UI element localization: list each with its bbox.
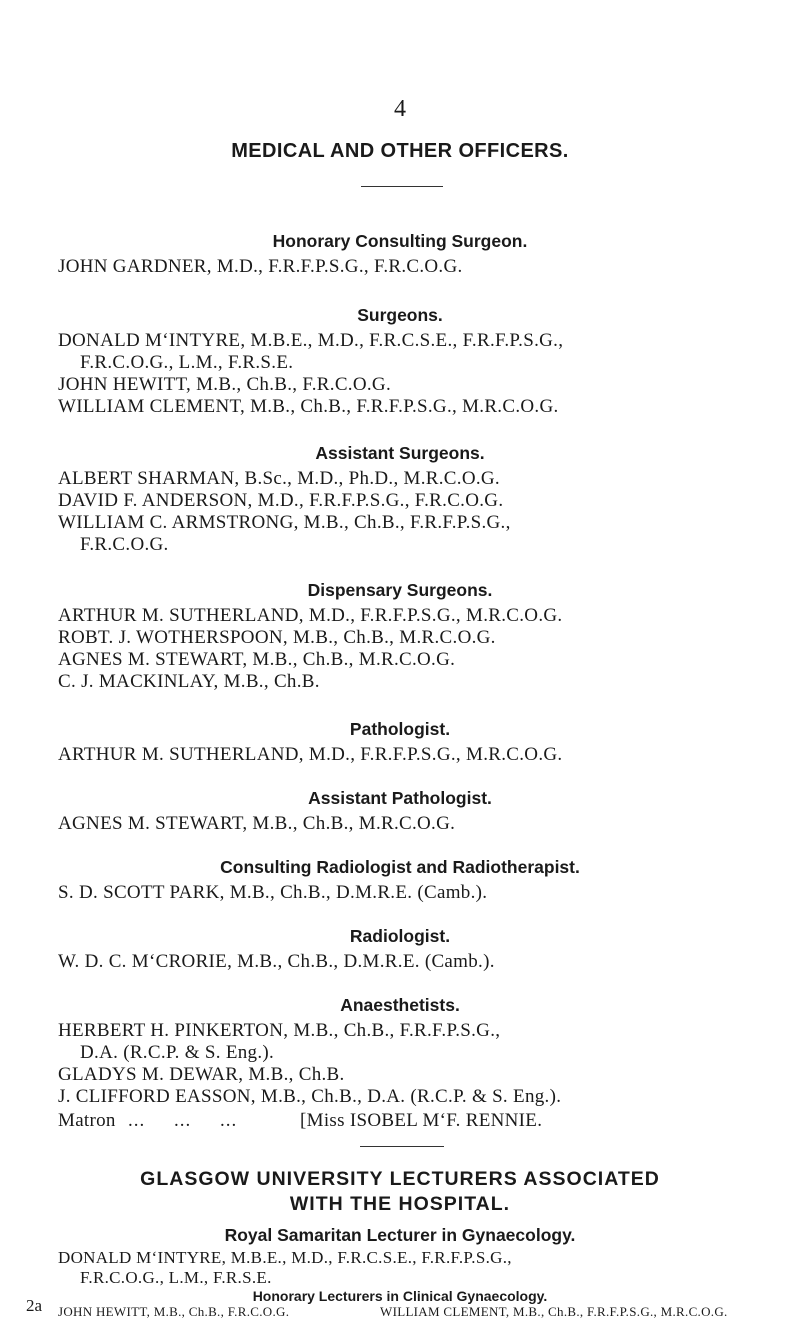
matron-name: [Miss ISOBEL M‘F. RENNIE. [300, 1110, 543, 1131]
corner-mark: 2a [26, 1296, 43, 1315]
officer-line: WILLIAM CLEMENT, M.B., Ch.B., F.R.F.P.S.G., M.R.C.O.G. [58, 396, 559, 417]
section-heading-anaesthetists: Anaesthetists. [340, 995, 460, 1015]
page-title: MEDICAL AND OTHER OFFICERS. [231, 140, 569, 162]
officer-line: J. CLIFFORD EASSON, M.B., Ch.B., D.A. (R.C.P. & S. Eng.). [58, 1086, 562, 1107]
lecturer-line: F.R.C.O.G., L.M., F.R.S.E. [80, 1268, 272, 1287]
officer-line: C. J. MACKINLAY, M.B., Ch.B. [58, 671, 320, 692]
officer-line: GLADYS M. DEWAR, M.B., Ch.B. [58, 1064, 345, 1085]
section-heading-surgeons: Surgeons. [357, 305, 443, 325]
officer-line: ROBT. J. WOTHERSPOON, M.B., Ch.B., M.R.C.O.G. [58, 627, 496, 648]
officer-line: AGNES M. STEWART, M.B., Ch.B., M.R.C.O.G. [58, 813, 456, 834]
officer-line: HERBERT H. PINKERTON, M.B., Ch.B., F.R.F.P.S.G., [58, 1020, 501, 1041]
section-heading-consulting-radiologist: Consulting Radiologist and Radiotherapist. [220, 857, 580, 877]
matron-label: Matron [58, 1110, 116, 1131]
lecturer-line: DONALD M‘INTYRE, M.B.E., M.D., F.R.C.S.E., F.R.F.P.S.G., [58, 1248, 512, 1267]
officer-line: W. D. C. M‘CRORIE, M.B., Ch.B., D.M.R.E. (Camb.). [58, 951, 495, 972]
page-number: 4 [394, 96, 406, 122]
officer-line: JOHN GARDNER, M.D., F.R.F.P.S.G., F.R.C.O.G. [58, 256, 463, 277]
officer-line: JOHN HEWITT, M.B., Ch.B., F.R.C.O.G. [58, 374, 391, 395]
section-heading-assistant-surgeons: Assistant Surgeons. [315, 443, 485, 463]
officer-line: ALBERT SHARMAN, B.Sc., M.D., Ph.D., M.R.C.O.G. [58, 468, 500, 489]
officer-line: AGNES M. STEWART, M.B., Ch.B., M.R.C.O.G. [58, 649, 456, 670]
lecturer-line: JOHN HEWITT, M.B., Ch.B., F.R.C.O.G. [58, 1304, 290, 1319]
section-heading-royal-samaritan-lecturer: Royal Samaritan Lecturer in Gynaecology. [224, 1225, 576, 1245]
officer-line: DAVID F. ANDERSON, M.D., F.R.F.P.S.G., F.R.C.O.G. [58, 490, 504, 511]
matron-dots: ... ... ... [128, 1110, 238, 1131]
section-heading-assistant-pathologist: Assistant Pathologist. [308, 788, 492, 808]
section-heading-pathologist: Pathologist. [349, 719, 451, 739]
officer-line: F.R.C.O.G., L.M., F.R.S.E. [80, 352, 294, 373]
divider-rule [360, 1146, 444, 1147]
officer-line: WILLIAM C. ARMSTRONG, M.B., Ch.B., F.R.F.P.S.G., [58, 512, 511, 533]
officer-line: F.R.C.O.G. [80, 534, 169, 555]
officer-line: D.A. (R.C.P. & S. Eng.). [80, 1042, 275, 1063]
divider-rule [361, 186, 443, 187]
section-heading-honorary-consulting-surgeon: Honorary Consulting Surgeon. [272, 231, 528, 251]
section-heading-dispensary-surgeons: Dispensary Surgeons. [307, 580, 493, 600]
lecturer-line: WILLIAM CLEMENT, M.B., Ch.B., F.R.F.P.S.G., M.R.C.O.G. [380, 1304, 728, 1319]
section-heading-honorary-lecturers: Honorary Lecturers in Clinical Gynaecology. [252, 1288, 548, 1304]
university-heading-line2: WITH THE HOSPITAL. [289, 1193, 511, 1215]
officer-line: S. D. SCOTT PARK, M.B., Ch.B., D.M.R.E. (Camb.). [58, 882, 488, 903]
officer-line: DONALD M‘INTYRE, M.B.E., M.D., F.R.C.S.E., F.R.F.P.S.G., [58, 330, 564, 351]
section-heading-radiologist: Radiologist. [349, 926, 451, 946]
university-heading-line1: GLASGOW UNIVERSITY LECTURERS ASSOCIATED [140, 1168, 660, 1190]
officer-line: ARTHUR M. SUTHERLAND, M.D., F.R.F.P.S.G., M.R.C.O.G. [58, 605, 563, 626]
officer-line: ARTHUR M. SUTHERLAND, M.D., F.R.F.P.S.G., M.R.C.O.G. [58, 744, 563, 765]
